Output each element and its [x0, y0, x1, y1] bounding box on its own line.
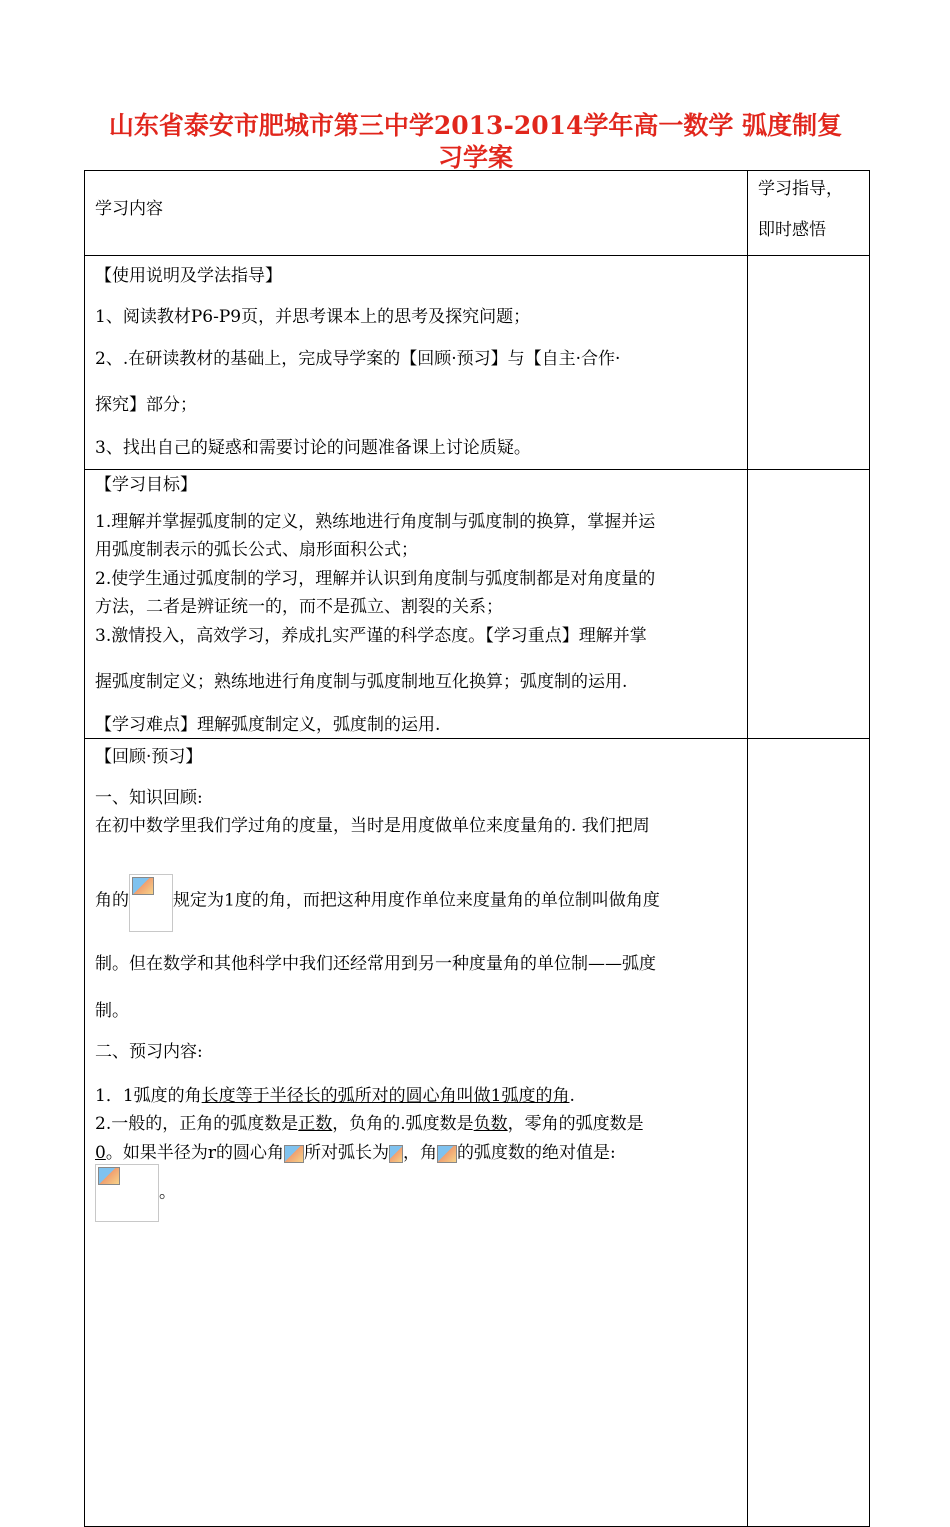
document-title [84, 110, 867, 174]
goals-line-6: 握弧度制定义；熟练地进行角度制与弧度制地互化换算；弧度制的运用. [95, 672, 628, 692]
preview-item-2-e: ，零角的弧度数是 [507, 1114, 644, 1134]
goals-line-2: 用弧度制表示的弧长公式、扇形面积公式； [95, 540, 418, 560]
preview-item-2 [95, 1109, 644, 1134]
review-paragraph-line-2 [95, 872, 660, 930]
goals-cell [85, 470, 748, 739]
review-p2-start: 角的 [95, 890, 129, 911]
header-side-label-1: 学习指导， [758, 179, 843, 199]
preview-item-1-answer: 长度等于半径长的弧所对的圆心角叫做1弧度的角 [201, 1086, 570, 1106]
formula-alpha-icon [284, 1145, 304, 1163]
review-heading: 【回顾·预习】 [95, 747, 203, 767]
study-table [84, 170, 870, 1527]
review-side-cell [748, 739, 870, 1527]
header-content-label: 学习内容 [95, 199, 163, 219]
goals-side-cell [748, 470, 870, 739]
review-cell [85, 739, 748, 1527]
goals-line-4: 方法，二者是辨证统一的，而不是孤立、割裂的关系； [95, 597, 503, 617]
usage-line-4: 3、找出自己的疑惑和需要讨论的问题准备课上讨论质疑。 [95, 438, 531, 458]
header-side-label-2: 即时感悟 [758, 220, 826, 240]
preview-item-1-start: 1．1弧度的角 [95, 1086, 202, 1106]
header-content-cell [85, 171, 748, 256]
usage-heading: 【使用说明及学法指导】 [95, 266, 282, 286]
review-paragraph-line-1: 在初中数学里我们学过角的度量，当时是用度做单位来度量角的. 我们把周 [95, 816, 650, 836]
goals-line-1: 1.理解并掌握弧度制的定义，熟练地进行角度制与弧度制的换算，掌握并运 [95, 512, 656, 532]
title-line-1: 山东省泰安市肥城市第三中学2013-2014学年高一数学 弧度制复 [108, 111, 843, 140]
usage-side-cell [748, 256, 870, 470]
formula-image-icon [129, 874, 173, 932]
preview-item-2-i: 的弧度数的绝对值是: [456, 1143, 616, 1163]
preview-item-2-f: 。如果半径为r的圆心角 [105, 1143, 284, 1163]
preview-item-2-end: 。 [159, 1182, 176, 1203]
review-paragraph-line-3: 制。但在数学和其他科学中我们还经常用到另一种度量角的单位制——弧度 [95, 954, 656, 974]
preview-item-1-end: . [569, 1086, 575, 1106]
preview-item-2-answer-zero: 0 [95, 1143, 106, 1163]
review-section-1: 一、知识回顾: [95, 788, 203, 808]
formula-l-icon [389, 1145, 403, 1163]
preview-item-2-c: ，负角的.弧度数是 [332, 1114, 474, 1134]
preview-item-1 [95, 1081, 575, 1106]
preview-item-2-answer-line [95, 1164, 176, 1222]
preview-item-2-answer-negative: 负数 [473, 1114, 508, 1134]
preview-item-2-a: 2.一般的，正角的弧度数是 [95, 1114, 299, 1134]
preview-item-2-answer-positive: 正数 [298, 1114, 333, 1134]
formula-alpha-icon-2 [437, 1145, 457, 1163]
goals-line-3: 2.使学生通过弧度制的学习，理解并认识到角度制与弧度制都是对角度量的 [95, 569, 656, 589]
usage-cell [85, 256, 748, 470]
review-section-2: 二、预习内容: [95, 1042, 203, 1062]
review-p2-end: 规定为1度的角，而把这种用度作单位来度量角的单位制叫做角度 [173, 890, 660, 911]
usage-line-3: 探究】部分； [95, 395, 197, 415]
preview-item-2-g: 所对弧长为 [303, 1143, 389, 1163]
goals-line-5: 3.激情投入，高效学习，养成扎实严谨的科学态度。【学习重点】理解并掌 [95, 626, 647, 646]
header-side-cell [748, 171, 870, 256]
preview-item-2-h: ，角 [402, 1143, 437, 1163]
title-line-2: 习学案 [437, 143, 513, 172]
usage-line-2: 2、.在研读教材的基础上，完成导学案的【回顾·预习】与【自主·合作· [95, 349, 621, 369]
goals-heading: 【学习目标】 [95, 475, 197, 495]
usage-line-1: 1、阅读教材P6-P9页，并思考课本上的思考及探究问题； [95, 307, 531, 327]
preview-item-2-cont [95, 1138, 616, 1163]
review-paragraph-line-4: 制。 [95, 1001, 129, 1021]
formula-answer-image-icon [95, 1164, 159, 1222]
goals-line-7: 【学习难点】理解弧度制定义，弧度制的运用. [95, 715, 441, 735]
